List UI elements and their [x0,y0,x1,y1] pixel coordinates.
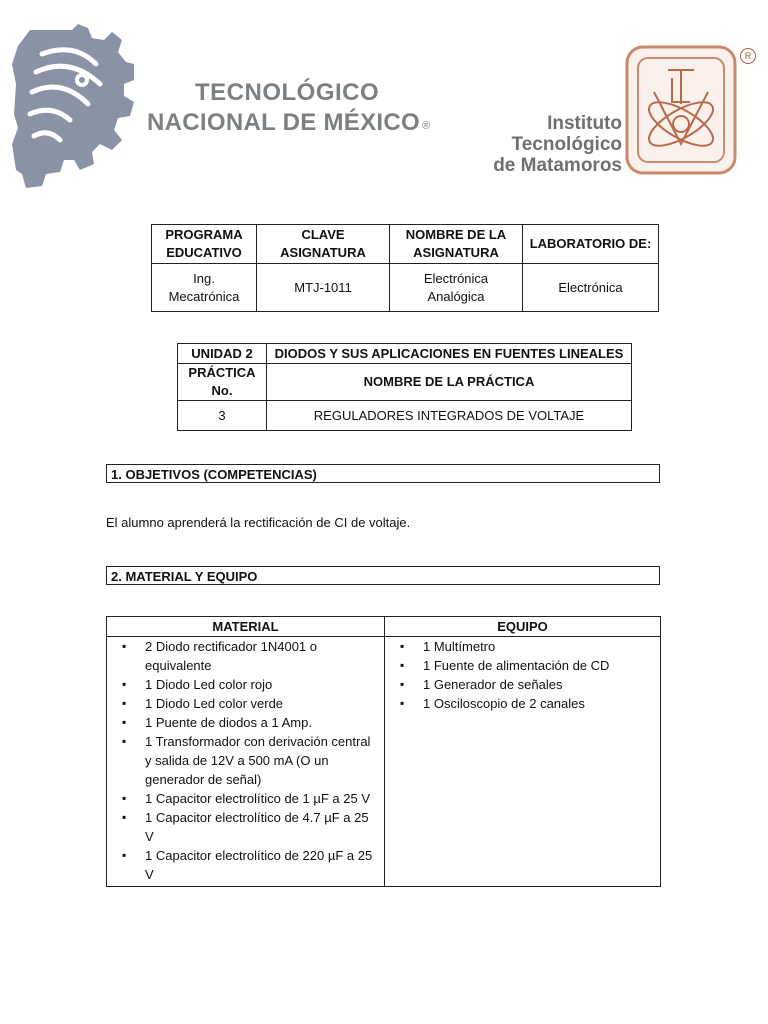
equipo-item: ▪ 1 Fuente de alimentación de CD [385,656,660,675]
unit-label: UNIDAD 2 [178,344,267,364]
section-material-title: 2. MATERIAL Y EQUIPO [106,566,660,585]
itm-wordmark [493,113,622,176]
material-list [107,637,384,886]
tecnm-registered-mark: ® [421,120,431,132]
material-item: ▪ 1 Puente de diodos a 1 Amp. [107,713,384,732]
practice-name-label: NOMBRE DE LA PRÁCTICA [267,364,632,401]
equipo-cell [385,637,661,887]
header-laboratorio: LABORATORIO DE: [523,225,659,264]
material-item: ▪ 1 Capacitor electrolítico de 220 µF a 25 V [107,846,384,884]
material-cell [107,637,385,887]
header-clave: CLAVE ASIGNATURA [257,225,390,264]
practice-name: REGULADORES INTEGRADOS DE VOLTAJE [267,401,632,431]
itm-line3: de Matamoros [493,155,622,176]
itm-seal-icon [624,44,738,176]
equipo-item: ▪ 1 Osciloscopio de 2 canales [385,694,660,713]
practice-number: 3 [178,401,267,431]
material-item: ▪ 1 Capacitor electrolítico de 4.7 µF a 25 V [107,808,384,846]
page-header [0,0,768,200]
value-clave: MTJ-1011 [257,264,390,312]
material-equipo-table [106,616,661,887]
equipo-header: EQUIPO [385,617,661,637]
itm-registered-mark: R [740,48,756,64]
tecnm-line2: NACIONAL DE MÉXICO [147,109,420,136]
itm-line1: Instituto [547,113,622,134]
material-header: MATERIAL [107,617,385,637]
objetivo-text: El alumno aprenderá la rectificación de CI de voltaje. [106,515,411,530]
value-nombre-asignatura: Electrónica Analógica [390,264,523,312]
equipo-list [385,637,660,715]
course-info-table [151,224,659,312]
material-item: ▪ 2 Diodo rectificador 1N4001 o equivalente [107,637,384,675]
unit-title: DIODOS Y SUS APLICACIONES EN FUENTES LINEALES [267,344,632,364]
itm-line2: Tecnológico [511,134,622,155]
tecnm-line1: TECNOLÓGICO [195,79,380,106]
tecnm-wordmark [147,78,430,141]
material-item: ▪ 1 Capacitor electrolítico de 1 µF a 25 V [107,789,384,808]
equipo-item: ▪ 1 Generador de señales [385,675,660,694]
tecnm-logo-icon [12,24,134,188]
material-item: ▪ 1 Diodo Led color verde [107,694,384,713]
equipo-item: ▪ 1 Multímetro [385,637,660,656]
practice-number-label: PRÁCTICA No. [178,364,267,401]
material-item: ▪ 1 Diodo Led color rojo [107,675,384,694]
header-programa: PROGRAMA EDUCATIVO [152,225,257,264]
header-nombre-asignatura: NOMBRE DE LA ASIGNATURA [390,225,523,264]
value-programa: Ing. Mecatrónica [152,264,257,312]
practice-table [177,343,632,431]
value-laboratorio: Electrónica [523,264,659,312]
section-objetivos-title: 1. OBJETIVOS (COMPETENCIAS) [106,464,660,483]
material-item: ▪ 1 Transformador con derivación central y salida de 12V a 500 mA (O un generador de señal) [107,732,384,789]
